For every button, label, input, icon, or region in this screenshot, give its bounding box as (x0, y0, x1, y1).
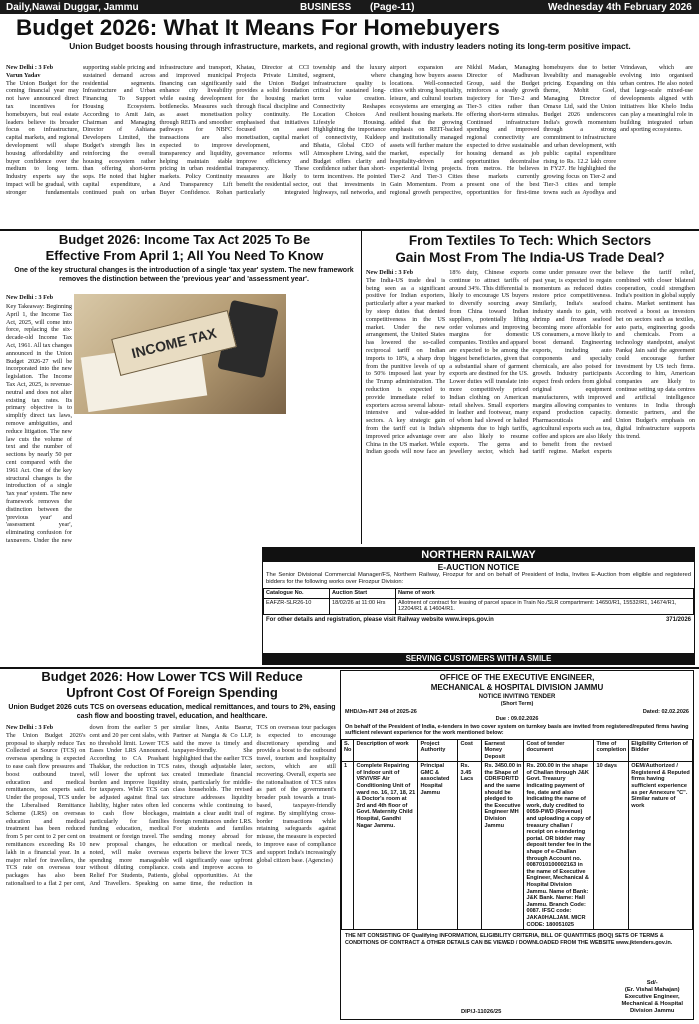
masthead-page: (Page-11) (370, 1, 415, 13)
tax-body-start: Key Takeaway: Beginning April 1, the Income Tax Act, 2025, will come into force, replacing the six-decade-old Income Tax Act, 1961. All tax changes announced in the Union Budget 2026-27 will be incorporated into the new legislation. The Income Tax Act, 2025, is revenue-neutral and does not alter existing tax rates. Its primary objective is to simplify direct tax laws, remove ambiguities, and reduce litigation. The new law cuts the volume of text and the number of sections by nearly 50 per cent compared with the 1961 Act. One of the key structural changes is the introduction of a single 'tax year' system. The new framework removes the distinction between the 'previous year' and 'assessment year', eliminating confusion for taxpayers. Under the new (6, 303, 72, 542)
tender-role: Executive Engineer, (624, 994, 680, 1000)
masthead-section: BUSINESS (300, 1, 352, 13)
tender-due: Due : 09.02.2026 (495, 716, 539, 722)
tax-headline-line1: Budget 2026: Income Tax Act 2025 To Be (58, 232, 311, 247)
railway-title: E-AUCTION NOTICE (437, 562, 520, 572)
lead-subhead: Union Budget boosts housing through infrastructure, markets, and regional growth, with industry leaders noting its long-term positive impact. (69, 41, 631, 51)
tender-intro: On behalf of the President of India, e-tenders in two cover system on turnkey basis are invited from registered/reputed firms having sufficient relevant experience for the work mentioned below: (345, 723, 689, 736)
trade-article (366, 269, 695, 544)
divider (0, 229, 699, 231)
tender-signature (621, 980, 683, 1015)
lead-body: The Union Budget for the coming financial year may not have announced direct tax incentives for homebuyers, but real estate leaders believe its broader focus on infrastructure, capital markets, and regional development will shape housing affordability and buyer confidence over the medium to long term. Industry experts say the impact will be gradual, with stronger fundamentals supporting stable pricing and sustained demand across residential segments. Infrastructure and Urban Financing To Support Housing Ecosystem. According to Amit Jain, Chairman and Managing Director of Ashiana Developers Limited, the Budget's strength lies in reinforcing the overall housing ecosystem rather than offering short-term sops. He noted that higher capital expenditure, a continued push on urban infrastructure and transport, and improved municipal financing can significantly enhance city liveability while easing development bottlenecks. Measures such as asset monetisation through REITs and smoother pathways for NBFC transactions are also expected to improve transparency and liquidity, helping maintain stable pricing in urban residential markets. Policy Continuity And Transparency Lift Buyer Confidence. Rohan Khatau, Director at CCI Projects Private Limited, said the Union Budget provides a solid foundation for the housing market through fiscal discipline and policy continuity. He emphasised that initiatives focused on asset monetisation, capital market development, and governance reforms will improve efficiency and transparency. These measures are likely to benefit the residential sector, particularly integrated township and the luxury segment, where infrastructure quality is critical for sustained long-term value creation. Connectivity Reshapes Location Choices And Lifestyle Housing. Highlighting the importance of connectivity, Kuldeep Bhatia, Global CEO of Atmosphere Living, said the Budget offers clarity and confidence rather than short-term incentives. He pointed out that investments in highways, rail networks, and airport expansion are changing how buyers assess locations. Well-connected cities with strong hospitality, leisure, and cultural tourism ecosystems are emerging as resilient housing markets. He added that the growing emphasis on REIT-backed and institutionally managed assets will further mature the market, especially for hospitality-driven and experiential living projects. Tier-2 And Tier-3 Cities Gain Momentum. From a regional growth perspective, Nikhil Madan, Managing Director of Madhuvan Group, said the Budget reinforces a steady growth trajectory for Tier-2 and Tier-3 cities rather than offering short-term stimulus. Continued infrastructure spending and improved regional connectivity are expected to drive sustainable housing demand as job opportunities decentralise from metros. He believes these markets currently present one of the best opportunities for first-time homebuyers due to better liveability and manageable pricing. Expanding on this theme, Mohit Goel, Managing Director of Omaxe Ltd, said the Union Budget 2026 underscores India's growth momentum through a strong commitment to infrastructure and urban development, with public capital expenditure rising to Rs. 12.2 lakh crore in FY27. He highlighted the growing focus on Tier-2 and Tier-3 cities and temple towns such as Ayodhya and Vrindavan, which are evolving into organised urban centres. He also noted that large-scale mixed-use developments aligned with initiatives like Khelo India can play a meaningful role in building integrated urban and sporting ecosystems. (6, 64, 693, 196)
tender-notice (340, 670, 694, 1020)
tender-office-line1: OFFICE OF THE EXECUTIVE ENGINEER, (439, 673, 595, 682)
trade-headline-line1: From Textiles To Tech: Which Sectors (408, 233, 652, 248)
railway-code: 371/2026 (665, 616, 691, 623)
tax-body-cols (76, 418, 358, 542)
tender-header: S. No (342, 739, 354, 762)
tender-cell: Rs. 200.00 in the shape of Challan through J&K Govt. Treasury indicating payment of fee, date and also indicating the name of work, duly credited to 0059-PWD (Revenue) and uploading a copy of treasury challan / receipt on e-tendering portal. OR bidder may deposit tender fee in the shape of e-Challan through Account no. 0087010100002163 in the name of Executive Engineer, Mechanical & Hospital Division Jammu. Name of Bank: J&K Bank. Name: Hall Jammu. Branch Code: 0087. IFSC code: JAKA0HALJAM. MICR CODE: 180051025 (524, 762, 594, 930)
tender-office-line2: MECHANICAL & HOSPITAL DIVISION JAMMU (430, 682, 604, 692)
tender-cell: 10 days (594, 762, 629, 930)
railway-notice (262, 547, 695, 665)
railway-header: Name of work (396, 589, 694, 599)
tender-cell: Principal GMC & associated Hospital Jammu (418, 762, 458, 930)
railway-cell: 18/02/26 at 11:00 Hrs (330, 598, 396, 614)
tender-title: NOTICE INVITING TENDER (478, 694, 556, 700)
tender-cell: 1 (342, 762, 354, 930)
tender-ref: MHD/Jm-NIT 248 of 2025-26 (345, 708, 417, 715)
tcs-headline-line1: Budget 2026: How Lower TCS Will Reduce (41, 669, 303, 684)
tender-sd: Sd/- (646, 980, 658, 986)
tender-header: Cost (458, 739, 482, 762)
tender-role: Division Jammu (630, 1008, 675, 1014)
lead-dateline: New Delhi : 3 Feb (6, 64, 54, 71)
tender-header: Project Authority (418, 739, 458, 762)
tender-dip: DIP/J-11026/25 (461, 1009, 502, 1015)
tender-signer: (Er. Vishal Mahajan) (624, 987, 680, 993)
railway-table (263, 588, 694, 615)
tender-table (341, 739, 693, 931)
tcs-body: The Union Budget 2026's proposal to sharply reduce Tax Collected at Source (TCS) on overseas spending is expected to ease cash flow pressures and boost outbound travel, education and medical remittances, tax experts said. Under the proposal, TCS under the Liberalised Remittance Scheme (LRS) on overseas education and medical treatment has been reduced from 5 per cent to 2 per cent on remittances exceeding Rs 10 lakh in a financial year. In a major relief for travellers, the TCS rate on overseas tour packages has also been rationalised to a flat 2 per cent, down from the earlier 5 per cent and 20 per cent slabs, with no threshold limit. Lower TCS Eases Under LRS Announced. According to CA Prashant Thakkar, the reduction in TCS will lower the upfront tax burden and improve liquidity for taxpayers. While TCS can be adjusted against final tax liability, higher rates often led to cash flow blockages, particularly for families funding education, medical treatment or foreign travel. The new proposal changes, he noted, will make overseas spending more manageable without diluting compliance. Relief For Students, Patients, And Travellers. Speaking on similar lines, Anita Basrur, Partner at Nangia & Co LLP, said the move is timely and taxpayer-friendly. She highlighted that the earlier TCS rates, though adjustable later, created immediate financial strain, particularly for middle-class households. The revised structure addresses liquidity concerns while continuing to maintain a clear audit trail of foreign remittances under LRS. For students and families sending money abroad for education or medical needs, experts believe the lower TCS will significantly ease upfront costs and improve access to global opportunities. At the same time, the reduction in TCS on overseas tour packages is expected to encourage discretionary spending and provide a boost to the outbound travel, tourism and hospitality sectors, which are still recovering. Overall, experts see the rationalisation of TCS rates as part of the government's broader push towards a trust-based, taxpayer-friendly regime. By simplifying cross-border transactions while retaining safeguards against misuse, the measure is expected to improve ease of compliance and support India's increasingly global citizen base. (Agencies) (6, 724, 336, 887)
railway-footer: For other details and registration, please visit Railway website www.ireps.gov.in (266, 616, 494, 623)
masthead-bar (0, 0, 699, 14)
railway-slogan: SERVING CUSTOMERS WITH A SMILE (263, 653, 694, 664)
tcs-subhead: Union Budget 2026 cuts TCS on overseas education, medical remittances, and tours to 2%, easing cash flow and boosting travel, education, and healthcare. (8, 704, 336, 720)
tender-ref-row (341, 708, 693, 717)
tender-header: Cost of tender document (524, 739, 594, 762)
lead-headline: Budget 2026: What It Means For Homebuyers (16, 15, 500, 40)
tax-body-col1 (6, 303, 72, 542)
railway-header: Auction Start (330, 589, 396, 599)
tender-cell: Rs. 3.45 Lacs (458, 762, 482, 930)
tcs-dateline: New Delhi : 3 Feb (6, 724, 54, 731)
railway-cell: EAFZR-SLR26-10 (264, 598, 330, 614)
tender-header: Description of work (354, 739, 418, 762)
lead-byline: Varun Yadav (6, 71, 41, 79)
railway-header: Catalogue No. (264, 589, 330, 599)
trade-dateline: New Delhi : 3 Feb (366, 269, 414, 276)
tax-subhead: One of the key structural changes is the introduction of a single 'tax year' system. The new framework removes the distinction between the 'previous year' and 'assessment year'. (14, 267, 354, 283)
tender-date: Dated: 02.02.2026 (642, 708, 689, 715)
railway-org: NORTHERN RAILWAY (263, 548, 694, 562)
railway-intro: The Senior Divisional Commercial Manager/FS, Northern Railway, Firozpur for and on behalf of President of India, Invites E-Auction from eligible and registered bidders for the following works over Firozpur Division: (266, 572, 691, 585)
column-rule (361, 231, 362, 544)
tcs-article (6, 724, 336, 1022)
railway-footer-row (263, 615, 694, 626)
income-tax-label: INCOME TAX (129, 324, 219, 362)
railway-cell: Allotment of contract for leasing of parcel space in Train No./SLR compartment: 14650/R1, 15532/R1, 14674/R1, 12204/R1 & 14604/R1. (396, 598, 694, 614)
tender-cell: Complete Repairing of Indoor unit of VRV/VRF Air Conditioning Unit of ward no. 16, 17, 18, 21 & Doctor's room at 3rd and 4th floor of Govt. Maternity Child Hospital, Gandhi Nagar Jammu. (354, 762, 418, 930)
tcs-headline-line2: Upfront Cost Of Foreign Spending (66, 685, 278, 700)
tender-cell: OEM/Authorized / Registered & Reputed firms having sufficient experience as per Annexure "C". Similar nature of work (629, 762, 693, 930)
tender-role: Mechanical & Hospital (621, 1001, 683, 1007)
trade-headline-line2: Gain Most From The India-US Trade Deal? (395, 250, 665, 265)
tax-headline-line2: Effective From April 1; All You Need To Know (45, 248, 324, 263)
tender-cell: Rs. 3450.00 in the Shape of CDR/FDR/TD and the same should be pledged to the Executive Engineer MH Division Jammu (482, 762, 524, 930)
tender-header: Eligibility Criterion of Bidder (629, 739, 693, 762)
trade-body: The India-US trade deal is being seen as a significant positive for Indian exporters, particularly after a year marked by steep duties that dented competitiveness in the US market. Under the new arrangement, the United States has lowered the so-called reciprocal tariff on Indian imports to 18%, a sharp drop from the punitive levels of up to 50% imposed last year by the Trump administration. The reduction is expected to provide immediate relief to exporters across several labour-intensive and value-added sectors. A key strategic gain from the tariff cut is India's improved price advantage over China in the US market. While Indian goods will now face an 18% duty, Chinese exports continue to attract tariffs of around 34%. This differential is likely to encourage US buyers to diversify sourcing away from China toward Indian suppliers, potentially lifting order volumes and improving margins for domestic companies. Textiles and apparel are expected to be among the biggest beneficiaries, given that a substantial share of garment exports are destined for the US. Lower duties will translate into more competitively priced Indian clothing on American retail shelves. Small exporters in leather and footwear, many of whom had slowed or halted shipments due to high tariffs, are also likely to resume exports. The gems and jewellery sector, which had come under pressure over the past year, is expected to regain momentum as reduced duties restore price competitiveness. Similarly, India's seafood industry stands to gain, with shrimp and frozen seafood becoming more affordable for US consumers, a move likely to boost demand. Engineering exports, including auto components and specialty chemicals, are also poised for growth. Industry participants expect fresh orders from global original equipment manufacturers, with improved margins allowing companies to expand production capacity. Pharmaceuticals and agricultural exports such as tea, coffee and spices are also likely to benefit from the revised tariff regime. Market experts believe the tariff relief, combined with closer bilateral cooperation, could strengthen India's position in global supply chains. Market sentiment has received a boost as investors bet on sectors such as textiles, auto parts, engineering goods and chemicals. From a technology standpoint, analyst Pankaj Jain said the agreement could encourage further investment by US tech firms. According to him, American companies are likely to continue setting up data centres and artificial intelligence ventures in India through domestic partners, and the Union Budget's emphasis on digital infrastructure supports this trend. (366, 269, 695, 456)
tender-header: Time of completion (594, 739, 629, 762)
tender-subtitle: (Short Term) (500, 701, 534, 707)
lead-article (6, 64, 693, 226)
tax-dateline: New Delhi : 3 Feb (6, 294, 54, 301)
tender-note: THE NIT CONSISTING OF Qualifying INFORMATION, ELIGIBILITY CRITERIA, BILL OF QUANTITIES (BOQ) SETS OF TERMS & CONDITIONS OF CONTRACT & OTHER DETAILS CAN BE VIEWED / DOWNLOADED FROM THE WEBSITE www.jktenders.gov.in. (345, 933, 673, 946)
masthead-publication: Daily,Nawai Duggar, Jammu (6, 1, 139, 13)
masthead-date: Wednesday 4th February 2026 (548, 1, 692, 13)
tender-header: Earnest Money Deposit (482, 739, 524, 762)
